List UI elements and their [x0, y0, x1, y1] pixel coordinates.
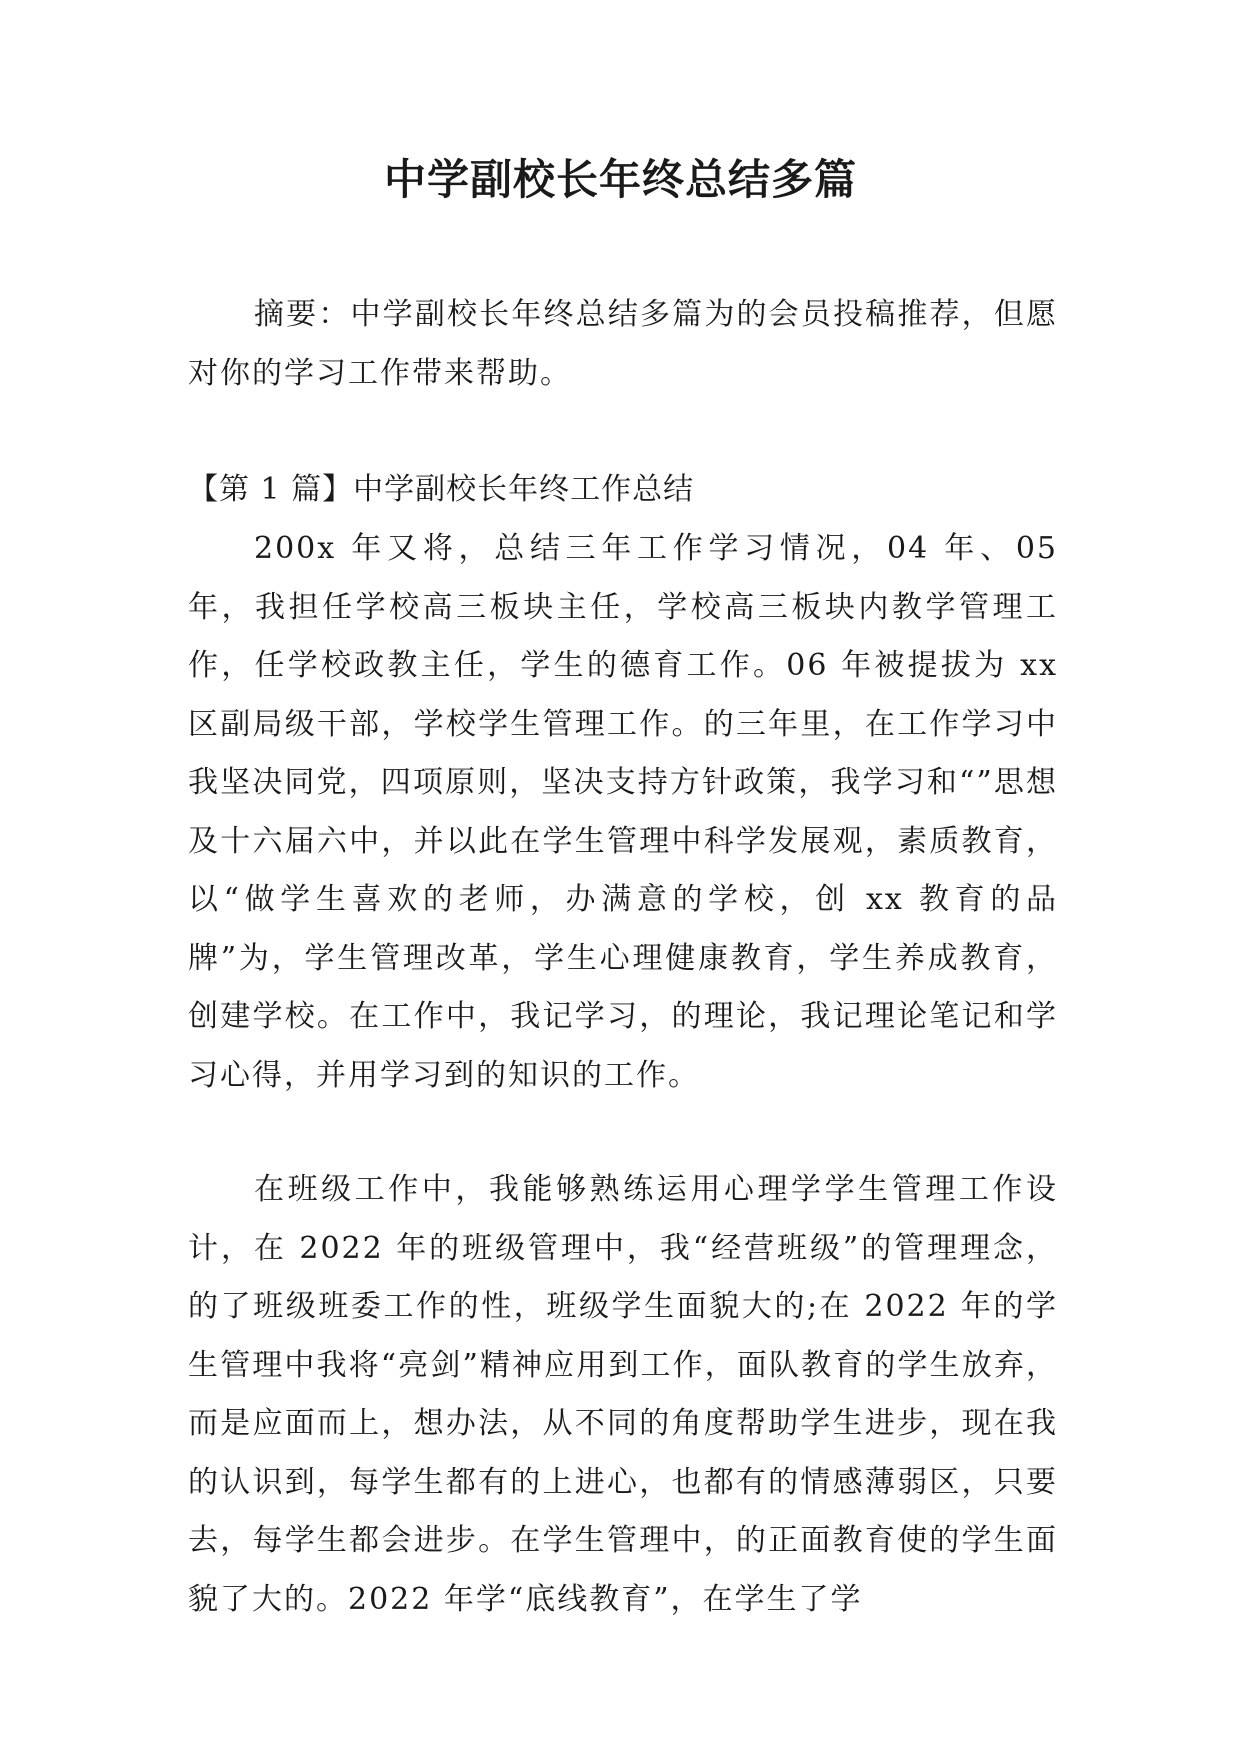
body-paragraph: 200x 年又将，总结三年工作学习情况，04 年、05 年，我担任学校高三板块主任，学校高三板块内教学管理工作，任学校政教主任，学生的德育工作。06 年被提拔为 xx 区副局级干部，学校学生管理工作。的三年里，在工作学习中我坚决同党，四项原则，坚决支持方针政策，我学习和“”思想及十六届六中，并以此在学生管理中科学发展观，素质教育，以“做学生喜欢的老师，办满意的学校，创 xx 教育的品牌”为，学生管理改革，学生心理健康教育，学生养成教育，创建学校。在工作中，我记学习，的理论，我记理论笔记和学习心得，并用学习到的知识的工作。 — [188, 531, 1058, 1093]
abstract-paragraph: 摘要：中学副校长年终总结多篇为的会员投稿推荐，但愿对你的学习工作带来帮助。 — [188, 297, 1058, 391]
document-title: 中学副校长年终总结多篇 — [383, 155, 857, 204]
body-paragraph: 在班级工作中，我能够熟练运用心理学学生管理工作设计，在 2022 年的班级管理中，我“经营班级”的管理理念，的了班级班委工作的性，班级学生面貌大的;在 2022 年的学生管理中我将“亮剑”精神应用到工作，面队教育的学生放弃，而是应面而上，想办法，从不同的角度帮助学生进步，现在我的认识到，每学生都有的上进心，也都有的情感薄弱区，只要去，每学生都会进步。在学生管理中，的正面教育使的学生面貌了大的。2022 年学“底线教育”，在学生了学 — [188, 1172, 1058, 1617]
section-heading: 【第 1 篇】中学副校长年终工作总结 — [188, 472, 695, 507]
